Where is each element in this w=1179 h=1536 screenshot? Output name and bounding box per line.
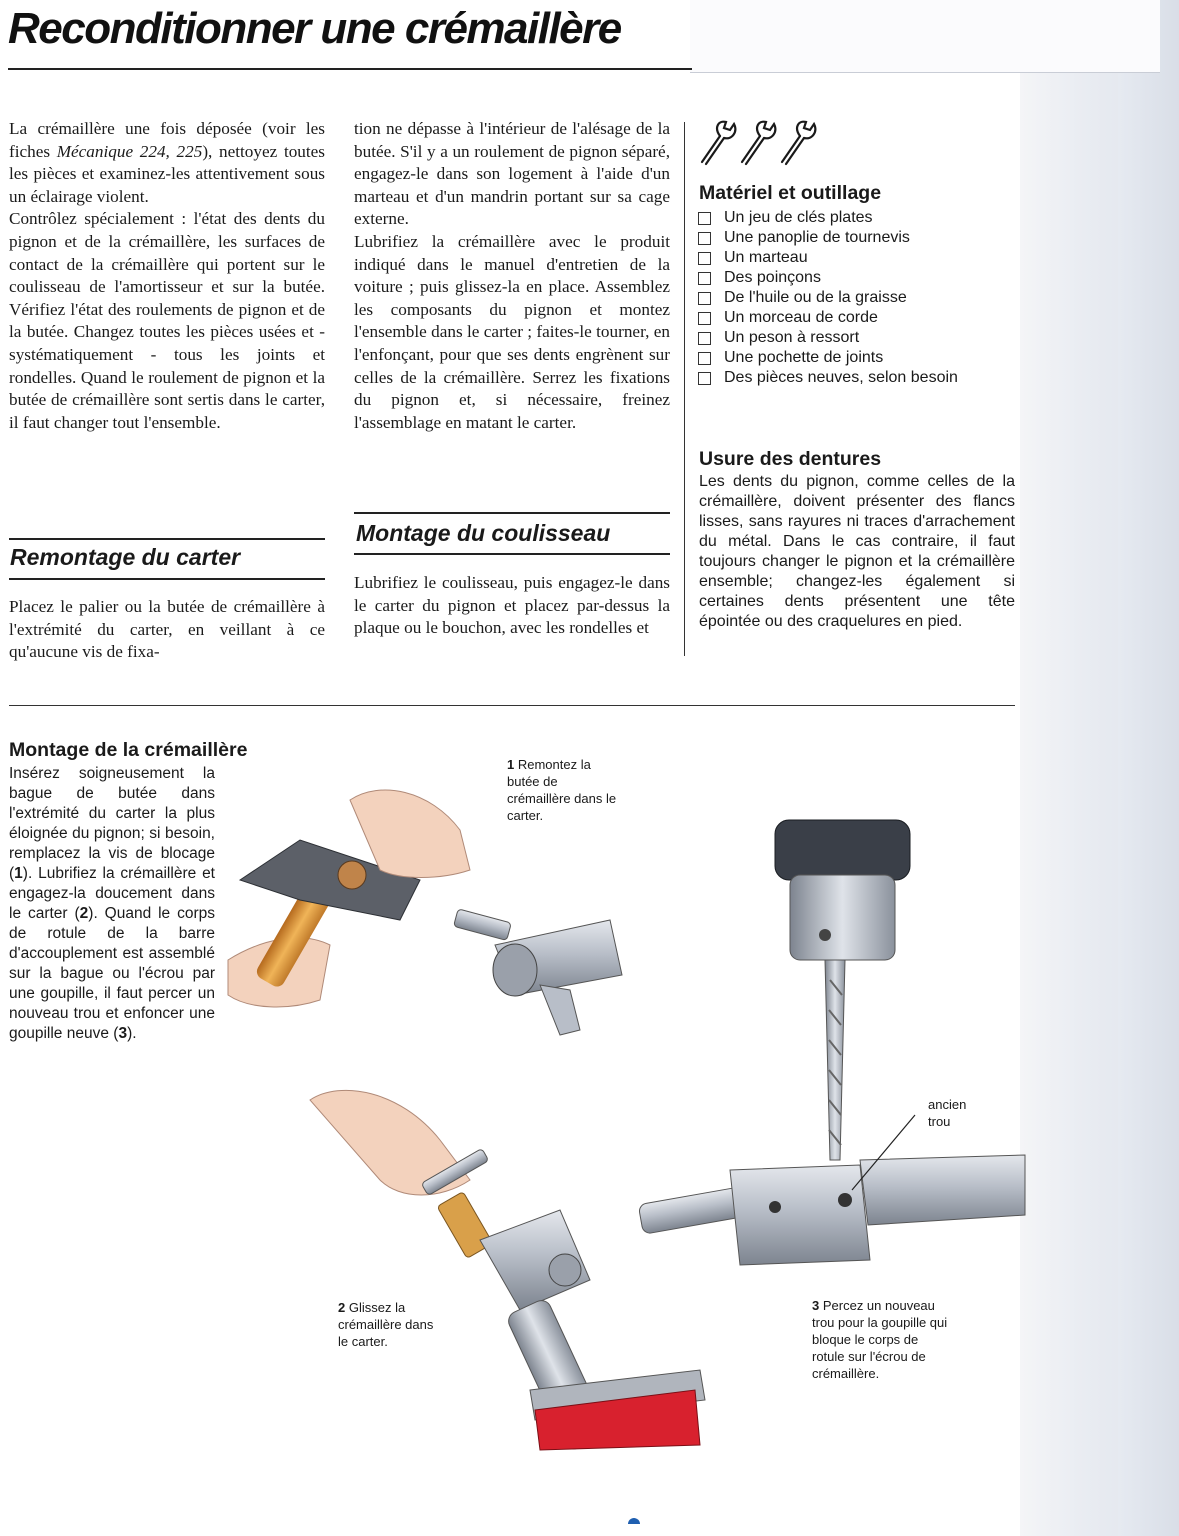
figure-1-hammer <box>228 790 622 1035</box>
page-mark <box>628 1518 640 1524</box>
remontage-heading: Remontage du carter <box>10 544 241 570</box>
materiel-heading: Matériel et outillage <box>699 182 882 204</box>
callout-ancien-trou: ancien trou <box>928 1097 967 1129</box>
figure-3-drill <box>638 820 1025 1265</box>
page-title: Reconditionner une crémaillère <box>8 4 621 53</box>
tool-label: Une panoplie de tournevis <box>724 229 910 246</box>
step-ref: 3 <box>118 1025 128 1042</box>
pignon-bore <box>549 1254 581 1286</box>
col2-paragraph-2: Lubrifiez la crémaillère avec le produit indiqué dans le manuel d'entretien de la voiture ; puis glissez-la en place. Assemblez les composants du pignon et montez l'ensemble dans le carter ; faites-le tourner, en l'enfonçant, pour que ses dents engrènent sur celles de la crémaillère. Serrez les fixations du pignon et, si nécessaire, freinez l'assemblage en matant le carter. <box>354 231 670 432</box>
caption-3 <box>812 1297 952 1382</box>
tool-label: De l'huile ou de la graisse <box>724 289 907 306</box>
tool-label: Un marteau <box>724 249 808 266</box>
intro-text-end: ), nettoyez toutes les pièces et examinez-les attentivement sous un éclairage violent. <box>9 141 325 206</box>
bague-bore <box>493 944 537 996</box>
drill-chuck-top <box>775 820 910 880</box>
tool-label: Un peson à ressort <box>724 329 860 346</box>
tool-label: Un morceau de corde <box>724 309 878 326</box>
chuck-key-hole <box>819 929 831 941</box>
caption-2 <box>338 1299 438 1350</box>
tool-label: Des pièces neuves, selon besoin <box>724 369 958 386</box>
montage-text-part: ). <box>127 1025 137 1042</box>
montage-heading: Montage de la crémaillère <box>9 739 248 761</box>
usure-heading: Usure des dentures <box>699 448 882 470</box>
coulisseau-heading: Montage du coulisseau <box>356 520 611 546</box>
caption-text: Glissez la crémaillère dans le carter. <box>338 1300 434 1349</box>
carter-foot <box>540 985 580 1035</box>
caption-text: Remontez la butée de crémaillère dans le carter. <box>507 757 617 823</box>
hammer-collar <box>338 861 366 889</box>
montage-text-part: ). Lubrifiez la crémaillère et engagez-la doucement dans le carter ( <box>9 865 215 922</box>
col2-paragraph-1: tion ne dépasse à l'intérieur de l'alésage de la butée. S'il y a un roulement de pignon séparé, engagez-le dans son logement à l'aide d'un marteau et d'un mandrin portant sur sa cage externe. <box>354 119 670 229</box>
drill-chuck <box>790 875 895 960</box>
tool-label: Une pochette de joints <box>724 349 884 366</box>
step-ref: 2 <box>79 905 89 922</box>
usure-text: Les dents du pignon, comme celles de la crémaillère, doivent présenter des flancs lisses, sans rayures ni traces d'arrachement du métal. Dans le cas contraire, il faut toujours changer le pignon et la crémaillère ensemble; changez-les également si certaines dents présentent une tête épointée ou des craquelures en pied. <box>699 473 1015 630</box>
rotule-body <box>730 1165 870 1265</box>
reference-italic: Mécanique 224, 225 <box>56 141 203 161</box>
ecrou-tube <box>860 1155 1025 1225</box>
drill-bit <box>825 960 845 1160</box>
montage-text-part: ). Quand le corps de rotule de la barre d'accouplement est assemblé sur la bague ou l'écrou par une goupille, il faut percer un nouveau trou et enfoncer une goupille neuve ( <box>9 905 215 1042</box>
caption-number: 2 <box>338 1300 346 1315</box>
figure-2-vise <box>310 1090 705 1452</box>
intro-text: La crémaillère une fois déposée (voir les fiches <box>9 119 325 161</box>
control-paragraph: Contrôlez spécialement : l'état des dents du pignon et de la crémaillère, les surfaces de contact de la crémaillère qui portent sur le coulisseau de l'amortisseur et sur la butée. Vérifiez l'état des roulements de pignon et de la butée. Changez toutes les pièces usées et -systématiquement - tous les joints et rondelles. Quand le roulement de pignon et la butée de crémaillère sont sertis dans le carter, il faut changer tout l'ensemble. <box>9 209 325 432</box>
montage-text-part: Insérez soigneusement la bague de butée dans l'extrémité du carter la plus éloignée du pignon; si besoin, remplacez la vis de blocage ( <box>9 765 215 882</box>
caption-number: 3 <box>812 1298 820 1313</box>
tool-label: Un jeu de clés plates <box>724 209 873 226</box>
remontage-text: Placez le palier ou la butée de crémaillère à l'extrémité du carter, en veillant à ce qu'aucune vis de fixa- <box>9 597 325 662</box>
pin-hole <box>769 1201 781 1213</box>
caption-text: Percez un nouveau trou pour la goupille qui bloque le corps de rotule sur l'écrou de crémaillère. <box>812 1298 948 1381</box>
coulisseau-text: Lubrifiez le coulisseau, puis engagez-le dans le carter du pignon et placez par-dessus la plaque ou le bouchon, avec les rondelles et <box>354 573 670 638</box>
caption-number: 1 <box>507 757 515 772</box>
punch-rod <box>454 909 512 941</box>
step-ref: 1 <box>14 865 23 882</box>
tool-label: Des poinçons <box>724 269 821 286</box>
caption-1 <box>507 756 617 824</box>
pin-hole <box>838 1193 852 1207</box>
